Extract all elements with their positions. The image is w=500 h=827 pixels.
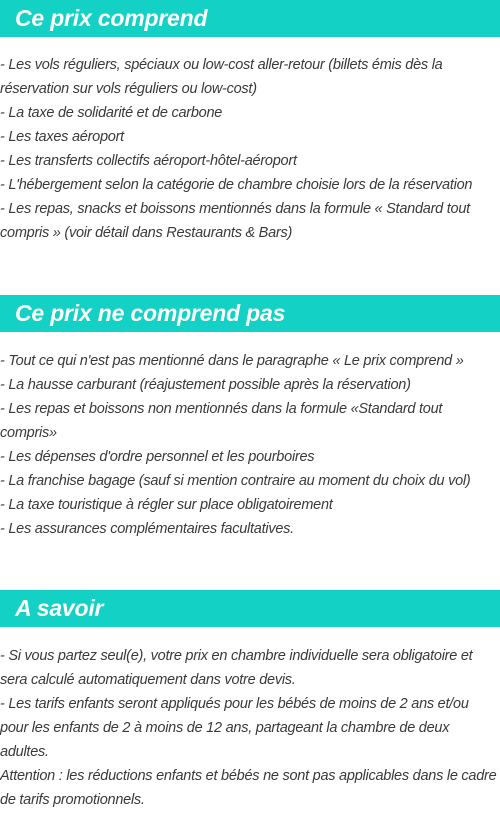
section-header bbox=[0, 590, 500, 627]
included-list bbox=[0, 53, 500, 245]
list-item: - Les assurances complémentaires facultatives. bbox=[0, 521, 294, 537]
list-item: - Les taxes aéroport bbox=[0, 129, 124, 145]
excluded-list bbox=[0, 349, 500, 541]
list-item: - La taxe de solidarité et de carbone bbox=[0, 105, 223, 121]
list-item: - Les repas, snacks et boissons mentionnés dans la formule « Standard tout compris » (voir détail dans Restaurants & Bars) bbox=[0, 201, 470, 241]
list-item: - Les tarifs enfants seront appliqués pour les bébés de moins de 2 ans et/ou pour les enfants de 2 à moins de 12 ans, partageant la chambre de deux adultes. bbox=[0, 696, 469, 760]
info-list bbox=[0, 644, 500, 812]
list-item: - Les vols réguliers, spéciaux ou low-cost aller-retour (billets émis dès la réservation sur vols réguliers ou low-cost) bbox=[0, 57, 443, 97]
section-title: Ce prix comprend bbox=[15, 5, 208, 31]
section-price-includes bbox=[0, 0, 500, 245]
list-item: - La franchise bagage (sauf si mention contraire au moment du choix du vol) bbox=[0, 473, 471, 489]
list-item: - La hausse carburant (réajustement possible après la réservation) bbox=[0, 377, 411, 393]
list-item: - Les transferts collectifs aéroport-hôtel-aéroport bbox=[0, 153, 297, 169]
list-item: - Tout ce qui n'est pas mentionné dans le paragraphe « Le prix comprend » bbox=[0, 353, 464, 369]
list-item: Attention : les réductions enfants et bébés ne sont pas applicables dans le cadre de tarifs promotionnels. bbox=[0, 768, 497, 808]
list-item: - Si vous partez seul(e), votre prix en chambre individuelle sera obligatoire et sera calculé automatiquement dans votre devis. bbox=[0, 648, 473, 688]
section-header bbox=[0, 295, 500, 332]
section-price-excludes bbox=[0, 295, 500, 541]
list-item: - L'hébergement selon la catégorie de chambre choisie lors de la réservation bbox=[0, 177, 473, 193]
section-title: A savoir bbox=[15, 595, 104, 621]
list-item: - Les dépenses d'ordre personnel et les pourboires bbox=[0, 449, 315, 465]
list-item: - La taxe touristique à régler sur place obligatoirement bbox=[0, 497, 333, 513]
section-title: Ce prix ne comprend pas bbox=[15, 300, 286, 326]
list-item: - Les repas et boissons non mentionnés dans la formule «Standard tout compris» bbox=[0, 401, 443, 441]
section-header bbox=[0, 0, 500, 37]
section-good-to-know bbox=[0, 590, 500, 812]
